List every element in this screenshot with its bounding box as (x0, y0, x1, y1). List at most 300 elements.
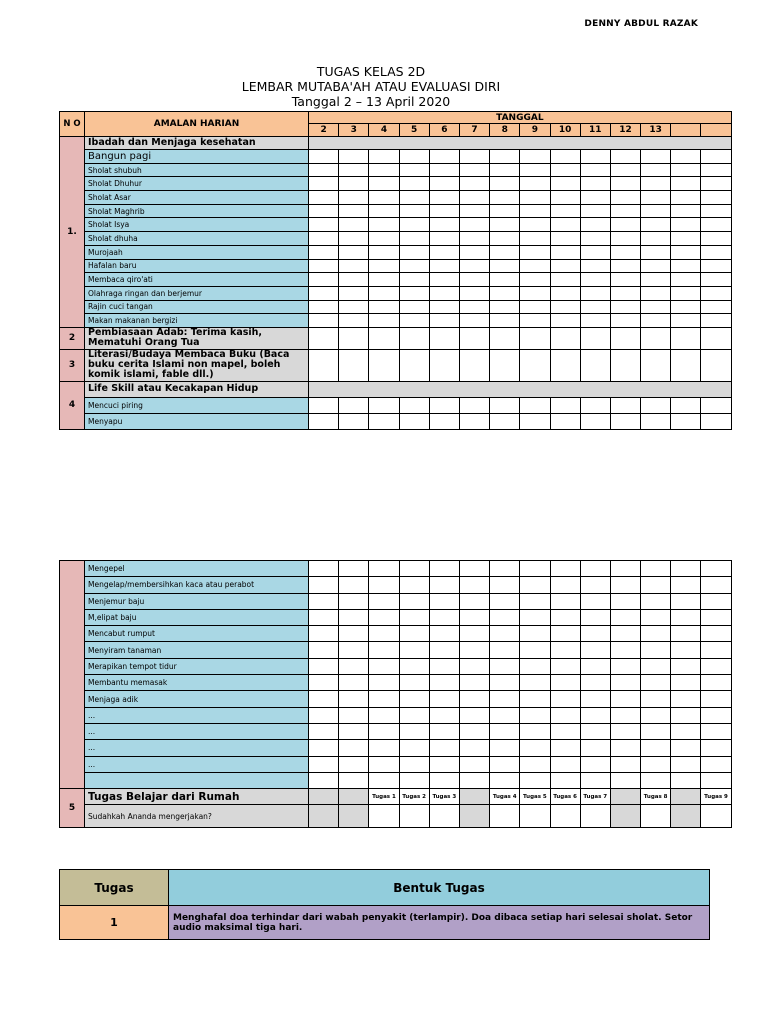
check-cell[interactable] (429, 642, 459, 658)
check-cell[interactable] (429, 707, 459, 723)
check-cell[interactable] (671, 232, 701, 246)
check-cell[interactable] (641, 805, 671, 828)
check-cell[interactable] (339, 327, 369, 349)
check-cell[interactable] (369, 740, 399, 756)
check-cell[interactable] (339, 397, 369, 413)
check-cell[interactable] (490, 259, 520, 273)
check-cell[interactable] (490, 150, 520, 164)
check-cell[interactable] (610, 314, 640, 328)
check-cell[interactable] (610, 658, 640, 674)
check-cell[interactable] (309, 642, 339, 658)
check-cell[interactable] (429, 349, 459, 381)
check-cell[interactable] (671, 245, 701, 259)
check-cell[interactable] (550, 805, 580, 828)
check-cell[interactable] (399, 286, 429, 300)
check-cell[interactable] (520, 204, 550, 218)
check-cell[interactable] (459, 413, 489, 429)
check-cell[interactable] (580, 772, 610, 788)
check-cell[interactable] (641, 626, 671, 642)
check-cell[interactable] (520, 349, 550, 381)
check-cell[interactable] (610, 273, 640, 287)
check-cell[interactable] (641, 642, 671, 658)
check-cell[interactable] (490, 723, 520, 739)
check-cell[interactable] (550, 626, 580, 642)
check-cell[interactable] (399, 691, 429, 707)
check-cell[interactable] (610, 740, 640, 756)
check-cell[interactable] (459, 314, 489, 328)
check-cell[interactable] (309, 314, 339, 328)
check-cell[interactable] (550, 707, 580, 723)
check-cell[interactable] (610, 245, 640, 259)
check-cell[interactable] (520, 413, 550, 429)
check-cell[interactable] (490, 300, 520, 314)
check-cell[interactable] (580, 609, 610, 625)
check-cell[interactable] (701, 163, 731, 177)
check-cell[interactable] (459, 397, 489, 413)
check-cell[interactable] (580, 642, 610, 658)
check-cell[interactable] (339, 740, 369, 756)
check-cell[interactable] (580, 163, 610, 177)
check-cell[interactable] (429, 675, 459, 691)
check-cell[interactable] (550, 577, 580, 593)
check-cell[interactable] (671, 177, 701, 191)
check-cell[interactable] (610, 707, 640, 723)
check-cell[interactable] (641, 191, 671, 205)
check-cell[interactable] (520, 314, 550, 328)
check-cell[interactable] (671, 626, 701, 642)
check-cell[interactable] (429, 273, 459, 287)
check-cell[interactable] (671, 314, 701, 328)
check-cell[interactable] (399, 259, 429, 273)
check-cell[interactable] (459, 577, 489, 593)
check-cell[interactable] (641, 177, 671, 191)
check-cell[interactable] (701, 314, 731, 328)
check-cell[interactable] (459, 723, 489, 739)
check-cell[interactable] (580, 245, 610, 259)
check-cell[interactable] (550, 413, 580, 429)
check-cell[interactable] (550, 658, 580, 674)
check-cell[interactable] (580, 723, 610, 739)
check-cell[interactable] (520, 707, 550, 723)
check-cell[interactable] (490, 163, 520, 177)
check-cell[interactable] (429, 327, 459, 349)
check-cell[interactable] (399, 150, 429, 164)
check-cell[interactable] (309, 707, 339, 723)
check-cell[interactable] (339, 232, 369, 246)
check-cell[interactable] (641, 691, 671, 707)
check-cell[interactable] (701, 593, 731, 609)
check-cell[interactable] (369, 675, 399, 691)
check-cell[interactable] (369, 723, 399, 739)
check-cell[interactable] (399, 577, 429, 593)
check-cell[interactable] (671, 218, 701, 232)
check-cell[interactable] (671, 675, 701, 691)
check-cell[interactable] (550, 245, 580, 259)
check-cell[interactable] (610, 163, 640, 177)
check-cell[interactable] (580, 626, 610, 642)
check-cell[interactable] (369, 300, 399, 314)
check-cell[interactable] (459, 675, 489, 691)
check-cell[interactable] (671, 658, 701, 674)
check-cell[interactable] (671, 707, 701, 723)
check-cell[interactable] (429, 218, 459, 232)
check-cell[interactable] (339, 593, 369, 609)
check-cell[interactable] (399, 756, 429, 772)
check-cell[interactable] (399, 191, 429, 205)
check-cell[interactable] (369, 772, 399, 788)
check-cell[interactable] (369, 691, 399, 707)
check-cell[interactable] (671, 772, 701, 788)
check-cell[interactable] (671, 691, 701, 707)
check-cell[interactable] (490, 314, 520, 328)
check-cell[interactable] (369, 218, 399, 232)
check-cell[interactable] (490, 593, 520, 609)
check-cell[interactable] (580, 349, 610, 381)
check-cell[interactable] (610, 756, 640, 772)
check-cell[interactable] (459, 218, 489, 232)
check-cell[interactable] (429, 561, 459, 577)
check-cell[interactable] (309, 593, 339, 609)
check-cell[interactable] (429, 658, 459, 674)
check-cell[interactable] (671, 286, 701, 300)
check-cell[interactable] (490, 286, 520, 300)
check-cell[interactable] (429, 232, 459, 246)
check-cell[interactable] (641, 349, 671, 381)
check-cell[interactable] (429, 163, 459, 177)
check-cell[interactable] (399, 314, 429, 328)
check-cell[interactable] (490, 642, 520, 658)
check-cell[interactable] (459, 772, 489, 788)
check-cell[interactable] (671, 204, 701, 218)
check-cell[interactable] (701, 772, 731, 788)
check-cell[interactable] (339, 163, 369, 177)
check-cell[interactable] (701, 177, 731, 191)
check-cell[interactable] (429, 609, 459, 625)
check-cell[interactable] (610, 177, 640, 191)
check-cell[interactable] (459, 204, 489, 218)
check-cell[interactable] (490, 204, 520, 218)
check-cell[interactable] (459, 327, 489, 349)
check-cell[interactable] (369, 349, 399, 381)
check-cell[interactable] (459, 273, 489, 287)
check-cell[interactable] (671, 577, 701, 593)
check-cell[interactable] (610, 691, 640, 707)
check-cell[interactable] (701, 723, 731, 739)
check-cell[interactable] (610, 150, 640, 164)
check-cell[interactable] (641, 561, 671, 577)
check-cell[interactable] (309, 349, 339, 381)
check-cell[interactable] (429, 772, 459, 788)
check-cell[interactable] (580, 561, 610, 577)
check-cell[interactable] (369, 577, 399, 593)
check-cell[interactable] (369, 204, 399, 218)
check-cell[interactable] (490, 177, 520, 191)
check-cell[interactable] (369, 259, 399, 273)
check-cell[interactable] (399, 245, 429, 259)
check-cell[interactable] (369, 593, 399, 609)
check-cell[interactable] (309, 286, 339, 300)
check-cell[interactable] (580, 740, 610, 756)
check-cell[interactable] (520, 675, 550, 691)
check-cell[interactable] (399, 218, 429, 232)
check-cell[interactable] (701, 561, 731, 577)
check-cell[interactable] (550, 691, 580, 707)
check-cell[interactable] (369, 626, 399, 642)
check-cell[interactable] (399, 658, 429, 674)
check-cell[interactable] (429, 150, 459, 164)
check-cell[interactable] (369, 658, 399, 674)
check-cell[interactable] (701, 232, 731, 246)
check-cell[interactable] (309, 259, 339, 273)
check-cell[interactable] (369, 642, 399, 658)
check-cell[interactable] (520, 273, 550, 287)
check-cell[interactable] (580, 707, 610, 723)
check-cell[interactable] (701, 218, 731, 232)
check-cell[interactable] (550, 191, 580, 205)
check-cell[interactable] (701, 658, 731, 674)
check-cell[interactable] (580, 675, 610, 691)
check-cell[interactable] (339, 609, 369, 625)
check-cell[interactable] (550, 349, 580, 381)
check-cell[interactable] (641, 397, 671, 413)
check-cell[interactable] (610, 397, 640, 413)
check-cell[interactable] (309, 772, 339, 788)
check-cell[interactable] (459, 740, 489, 756)
check-cell[interactable] (399, 593, 429, 609)
check-cell[interactable] (490, 675, 520, 691)
check-cell[interactable] (641, 772, 671, 788)
check-cell[interactable] (490, 413, 520, 429)
check-cell[interactable] (339, 642, 369, 658)
check-cell[interactable] (399, 723, 429, 739)
check-cell[interactable] (550, 740, 580, 756)
check-cell[interactable] (610, 204, 640, 218)
check-cell[interactable] (369, 150, 399, 164)
check-cell[interactable] (641, 163, 671, 177)
check-cell[interactable] (701, 397, 731, 413)
check-cell[interactable] (399, 675, 429, 691)
check-cell[interactable] (369, 232, 399, 246)
check-cell[interactable] (641, 218, 671, 232)
check-cell[interactable] (520, 163, 550, 177)
check-cell[interactable] (309, 740, 339, 756)
check-cell[interactable] (490, 327, 520, 349)
check-cell[interactable] (701, 805, 731, 828)
check-cell[interactable] (429, 626, 459, 642)
check-cell[interactable] (309, 232, 339, 246)
check-cell[interactable] (399, 413, 429, 429)
check-cell[interactable] (459, 561, 489, 577)
check-cell[interactable] (520, 626, 550, 642)
check-cell[interactable] (580, 218, 610, 232)
check-cell[interactable] (339, 177, 369, 191)
check-cell[interactable] (339, 314, 369, 328)
check-cell[interactable] (701, 675, 731, 691)
check-cell[interactable] (610, 577, 640, 593)
check-cell[interactable] (459, 756, 489, 772)
check-cell[interactable] (399, 177, 429, 191)
check-cell[interactable] (550, 756, 580, 772)
check-cell[interactable] (339, 191, 369, 205)
check-cell[interactable] (580, 593, 610, 609)
check-cell[interactable] (490, 805, 520, 828)
check-cell[interactable] (490, 740, 520, 756)
check-cell[interactable] (520, 191, 550, 205)
check-cell[interactable] (671, 349, 701, 381)
check-cell[interactable] (520, 150, 550, 164)
check-cell[interactable] (641, 259, 671, 273)
check-cell[interactable] (429, 191, 459, 205)
check-cell[interactable] (369, 177, 399, 191)
check-cell[interactable] (580, 658, 610, 674)
check-cell[interactable] (520, 259, 550, 273)
check-cell[interactable] (429, 259, 459, 273)
check-cell[interactable] (580, 191, 610, 205)
check-cell[interactable] (339, 273, 369, 287)
check-cell[interactable] (369, 609, 399, 625)
check-cell[interactable] (490, 577, 520, 593)
check-cell[interactable] (610, 626, 640, 642)
check-cell[interactable] (520, 723, 550, 739)
check-cell[interactable] (429, 397, 459, 413)
check-cell[interactable] (580, 177, 610, 191)
check-cell[interactable] (490, 232, 520, 246)
check-cell[interactable] (339, 577, 369, 593)
check-cell[interactable] (339, 723, 369, 739)
check-cell[interactable] (369, 191, 399, 205)
check-cell[interactable] (610, 259, 640, 273)
check-cell[interactable] (641, 577, 671, 593)
check-cell[interactable] (399, 805, 429, 828)
check-cell[interactable] (550, 177, 580, 191)
check-cell[interactable] (580, 327, 610, 349)
check-cell[interactable] (701, 756, 731, 772)
check-cell[interactable] (339, 561, 369, 577)
check-cell[interactable] (339, 300, 369, 314)
check-cell[interactable] (610, 327, 640, 349)
check-cell[interactable] (701, 707, 731, 723)
check-cell[interactable] (399, 772, 429, 788)
check-cell[interactable] (671, 273, 701, 287)
check-cell[interactable] (309, 163, 339, 177)
check-cell[interactable] (399, 707, 429, 723)
check-cell[interactable] (339, 150, 369, 164)
check-cell[interactable] (459, 642, 489, 658)
check-cell[interactable] (520, 805, 550, 828)
check-cell[interactable] (610, 286, 640, 300)
check-cell[interactable] (550, 232, 580, 246)
check-cell[interactable] (701, 609, 731, 625)
check-cell[interactable] (701, 349, 731, 381)
check-cell[interactable] (490, 609, 520, 625)
check-cell[interactable] (309, 675, 339, 691)
check-cell[interactable] (550, 163, 580, 177)
check-cell[interactable] (429, 314, 459, 328)
check-cell[interactable] (610, 642, 640, 658)
check-cell[interactable] (580, 691, 610, 707)
check-cell[interactable] (459, 150, 489, 164)
check-cell[interactable] (610, 609, 640, 625)
check-cell[interactable] (550, 314, 580, 328)
check-cell[interactable] (520, 218, 550, 232)
check-cell[interactable] (309, 327, 339, 349)
check-cell[interactable] (339, 626, 369, 642)
check-cell[interactable] (641, 707, 671, 723)
check-cell[interactable] (369, 805, 399, 828)
check-cell[interactable] (671, 397, 701, 413)
check-cell[interactable] (520, 286, 550, 300)
check-cell[interactable] (520, 756, 550, 772)
check-cell[interactable] (671, 300, 701, 314)
check-cell[interactable] (399, 626, 429, 642)
check-cell[interactable] (399, 163, 429, 177)
check-cell[interactable] (580, 259, 610, 273)
check-cell[interactable] (550, 204, 580, 218)
check-cell[interactable] (550, 561, 580, 577)
check-cell[interactable] (550, 772, 580, 788)
check-cell[interactable] (309, 756, 339, 772)
check-cell[interactable] (429, 805, 459, 828)
check-cell[interactable] (309, 691, 339, 707)
check-cell[interactable] (309, 191, 339, 205)
check-cell[interactable] (490, 349, 520, 381)
check-cell[interactable] (550, 723, 580, 739)
check-cell[interactable] (339, 413, 369, 429)
check-cell[interactable] (309, 204, 339, 218)
check-cell[interactable] (309, 397, 339, 413)
check-cell[interactable] (490, 691, 520, 707)
check-cell[interactable] (369, 163, 399, 177)
check-cell[interactable] (550, 397, 580, 413)
check-cell[interactable] (339, 658, 369, 674)
check-cell[interactable] (671, 593, 701, 609)
check-cell[interactable] (369, 245, 399, 259)
check-cell[interactable] (369, 273, 399, 287)
check-cell[interactable] (339, 772, 369, 788)
check-cell[interactable] (339, 707, 369, 723)
check-cell[interactable] (459, 626, 489, 642)
check-cell[interactable] (399, 273, 429, 287)
check-cell[interactable] (459, 232, 489, 246)
check-cell[interactable] (701, 413, 731, 429)
check-cell[interactable] (520, 642, 550, 658)
check-cell[interactable] (641, 675, 671, 691)
check-cell[interactable] (339, 286, 369, 300)
check-cell[interactable] (610, 191, 640, 205)
check-cell[interactable] (369, 413, 399, 429)
check-cell[interactable] (550, 642, 580, 658)
check-cell[interactable] (610, 349, 640, 381)
check-cell[interactable] (459, 191, 489, 205)
check-cell[interactable] (641, 327, 671, 349)
check-cell[interactable] (520, 577, 550, 593)
check-cell[interactable] (520, 691, 550, 707)
check-cell[interactable] (459, 245, 489, 259)
check-cell[interactable] (520, 609, 550, 625)
check-cell[interactable] (490, 273, 520, 287)
check-cell[interactable] (399, 204, 429, 218)
check-cell[interactable] (339, 259, 369, 273)
check-cell[interactable] (339, 675, 369, 691)
check-cell[interactable] (671, 723, 701, 739)
check-cell[interactable] (339, 691, 369, 707)
check-cell[interactable] (309, 245, 339, 259)
check-cell[interactable] (459, 658, 489, 674)
check-cell[interactable] (309, 723, 339, 739)
check-cell[interactable] (309, 218, 339, 232)
check-cell[interactable] (580, 805, 610, 828)
check-cell[interactable] (490, 561, 520, 577)
